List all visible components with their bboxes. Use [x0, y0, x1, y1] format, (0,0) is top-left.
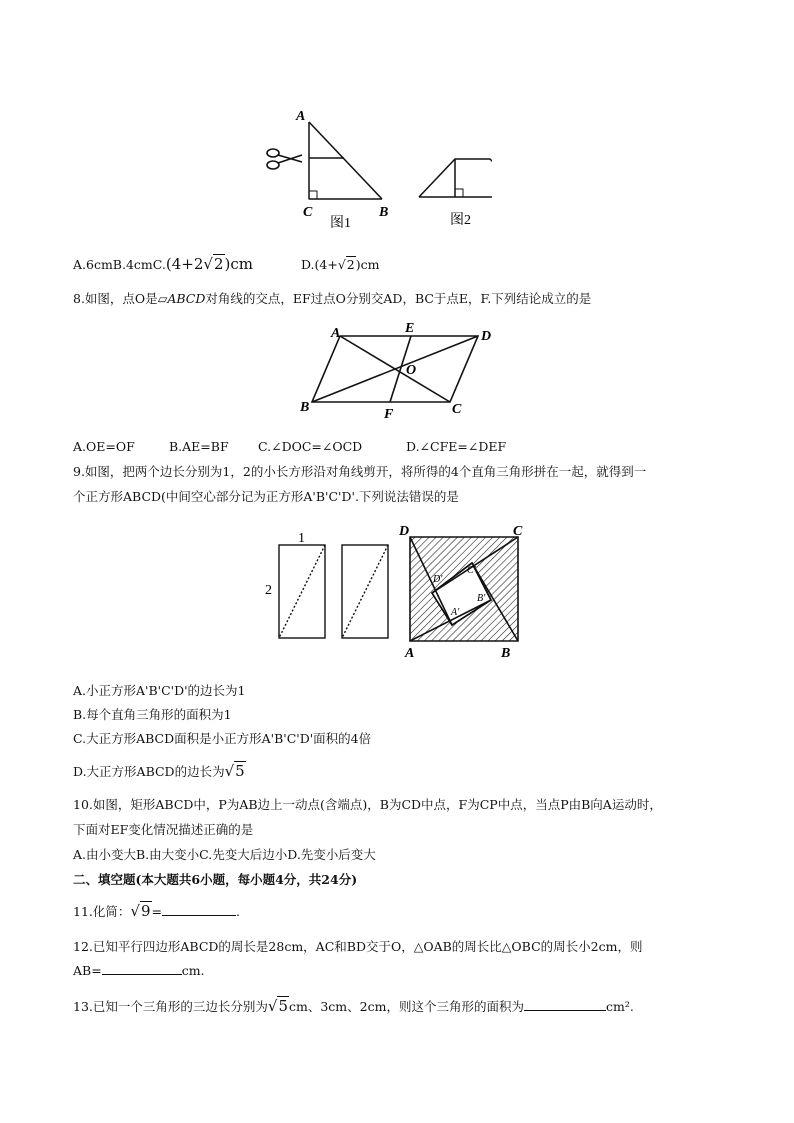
q9-stem-line-1: 9.如图，把两个边长分别为1，2的小长方形沿对角线剪开，将所得的4个直角三角形拼在一起，就得到一: [73, 464, 647, 479]
q9-option-d-radicand: 5: [235, 762, 245, 780]
q7-option-c: (4+2√2)cm: [165, 255, 253, 273]
rectangle-2: [342, 545, 388, 638]
q8-label-f: F: [384, 407, 394, 422]
q9-option-d: D.大正方形ABCD的边长为√5: [73, 762, 245, 780]
q9-label-b-prime: B': [477, 593, 486, 604]
q11-answer-blank[interactable]: [162, 903, 236, 916]
q9-option-a: A.小正方形A'B'C'D'的边长为1: [73, 683, 246, 698]
q7-options-ab: A.6cmB.4cmC.: [73, 257, 166, 272]
figure-2-trapezoid: [419, 159, 492, 197]
q8-label-b: B: [300, 400, 310, 415]
q9-option-c: C.大正方形ABCD面积是小正方形A'B'C'D'面积的4倍: [73, 731, 372, 746]
q8-stem: 8.如图，点O是▱ABCD对角线的交点，EF过点O分别交AD，BC于点E，F.下列结论成立的是: [73, 291, 592, 306]
q8-option-a: A.OE=OF: [73, 439, 135, 454]
q8-option-c: C.∠DOC=∠OCD: [258, 439, 363, 454]
q13-answer-blank[interactable]: [524, 998, 606, 1011]
q8-parallelogram-figure: [298, 315, 503, 425]
parallelogram-symbol: ▱: [157, 291, 168, 306]
q9-stem-line-2: 个正方形ABCD(中间空心部分记为正方形A'B'C'D'.下列说法错误的是: [73, 489, 459, 504]
q9-square-figure: [262, 520, 532, 660]
q7-option-d: D.(4+√2)cm: [300, 257, 380, 272]
q8-label-o: O: [406, 363, 417, 378]
q9-label-2: 2: [265, 583, 272, 598]
fig1-label-b: B: [379, 205, 389, 220]
rectangle-1: [279, 545, 325, 638]
q13-radicand: 5: [278, 997, 288, 1015]
q9-label-a-prime: A': [451, 607, 460, 618]
q9-label-d: D: [399, 524, 410, 539]
q9-label-c-prime: C': [467, 565, 476, 576]
q10-stem-line-1: 10.如图，矩形ABCD中，P为AB边上一动点(含端点)，B为CD中点，F为CP中点，当点P由B向A运动时，: [73, 797, 662, 812]
q8-label-c: C: [452, 402, 462, 417]
fig1-caption: 图1: [330, 216, 351, 231]
q9-label-c: C: [513, 524, 523, 539]
q8-option-b: B.AE=BF: [169, 439, 229, 454]
q8-label-d: D: [481, 329, 492, 344]
section-2-heading: 二、填空题(本大题共6小题，每小题4分，共24分): [73, 872, 358, 887]
q8-label-a: A: [331, 326, 341, 341]
q10-options: A.由小变大B.由大变小C.先变大后边小D.先变小后变大: [73, 847, 376, 862]
q13: 13.已知一个三角形的三边长分别为√5cm、3cm、2cm，则这个三角形的面积为 cm².: [73, 997, 634, 1015]
q9-label-d-prime: D': [433, 574, 443, 585]
q12-line-1: 12.已知平行四边形ABCD的周长是28cm，AC和BD交于O，△OAB的周长比△OBC的周长小2cm，则: [73, 939, 643, 954]
q7-options: [73, 255, 379, 273]
q9-label-b: B: [501, 646, 511, 660]
q7-option-c-radicand: 2: [213, 255, 224, 273]
q12-answer-blank[interactable]: [102, 962, 182, 975]
q8-options: [73, 439, 506, 454]
q11-radicand: 9: [140, 902, 151, 920]
figure-1-triangle: [309, 122, 382, 199]
q12-line-2: AB= cm.: [73, 963, 205, 978]
q10-stem-line-2: 下面对EF变化情况描述正确的是: [73, 822, 254, 837]
q7-option-d-radicand: 2: [346, 257, 355, 272]
q11: 11.化简：√9= .: [73, 902, 240, 920]
q8-option-d: D.∠CFE=∠DEF: [406, 439, 507, 454]
q9-label-1: 1: [298, 531, 305, 546]
big-square: [410, 537, 518, 641]
fig1-label-a: A: [296, 109, 306, 124]
fig2-caption: 图2: [450, 213, 471, 228]
q7-figures: [262, 100, 492, 235]
scissors-icon: [267, 149, 302, 169]
q9-label-a: A: [405, 646, 415, 660]
q9-option-b: B.每个直角三角形的面积为1: [73, 707, 232, 722]
fig1-label-c: C: [303, 205, 313, 220]
q8-label-e: E: [405, 321, 415, 336]
